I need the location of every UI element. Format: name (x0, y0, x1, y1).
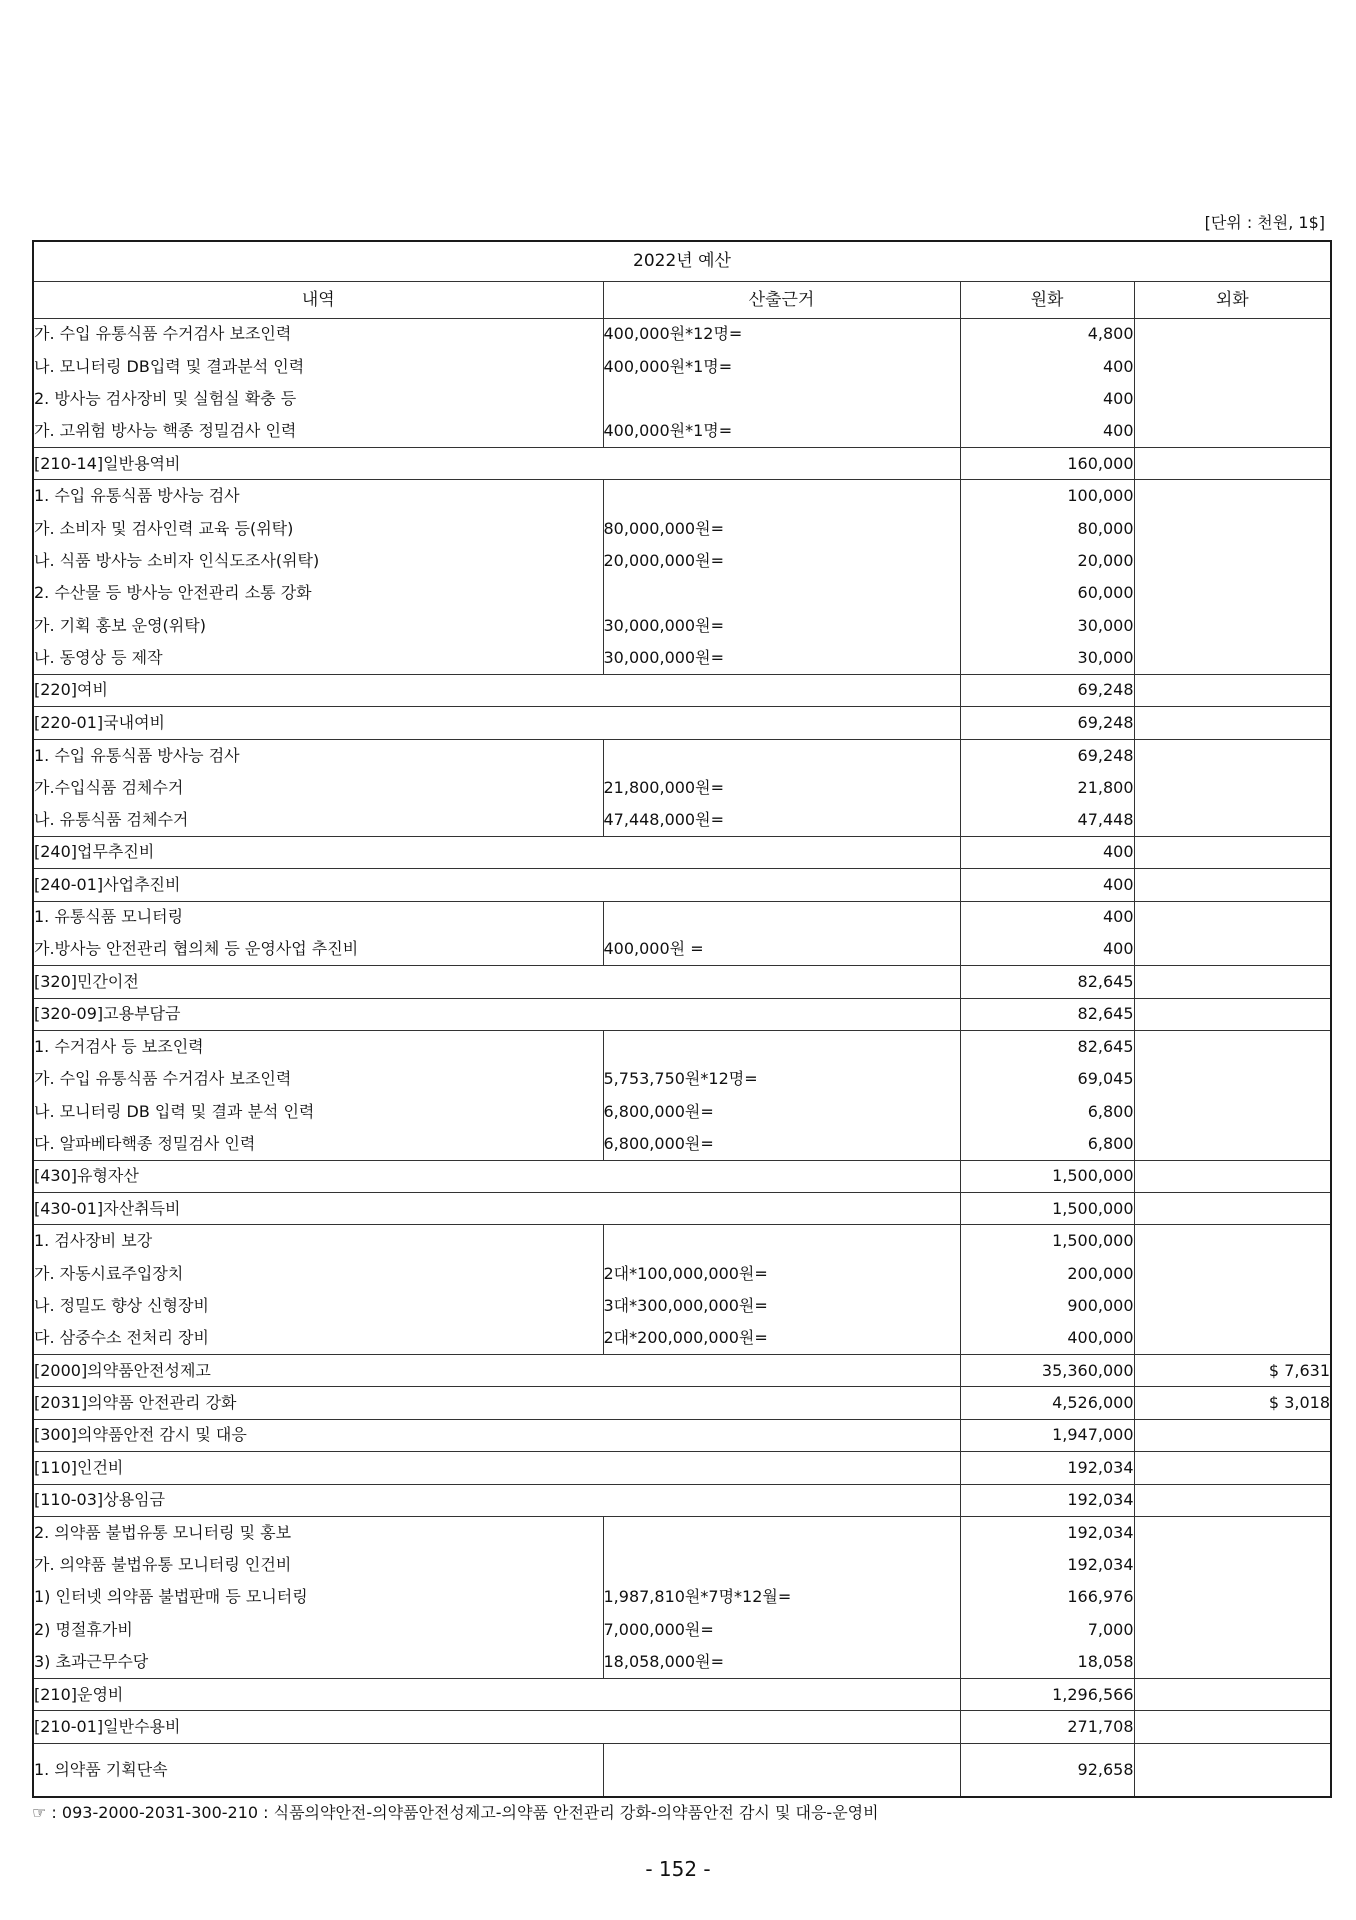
basis-cell: 30,000,000원= (603, 610, 960, 642)
category-item-cell: [210-01]일반수용비 (33, 1711, 960, 1743)
krw-amount-cell: 192,034 (960, 1516, 1134, 1548)
krw-amount-cell: 400 (960, 383, 1134, 415)
krw-amount-cell: 200,000 (960, 1257, 1134, 1289)
table-row (33, 1452, 1331, 1484)
krw-amount-cell: 166,976 (960, 1581, 1134, 1613)
usd-amount-cell (1134, 350, 1331, 382)
item-cell: 1) 인터넷 의약품 불법판매 등 모니터링 (33, 1581, 603, 1613)
usd-amount-cell (1134, 998, 1331, 1030)
footnote: ☞ : 093-2000-2031-300-210 : 식품의약안전-의약품안전성제고-의약품 안전관리 강화-의약품안전 감시 및 대응-운영비 (32, 1803, 879, 1822)
krw-amount-cell: 400 (960, 901, 1134, 933)
basis-cell: 21,800,000원= (603, 771, 960, 803)
usd-amount-cell (1134, 512, 1331, 544)
krw-amount-cell: 30,000 (960, 610, 1134, 642)
krw-amount-cell: 69,248 (960, 739, 1134, 771)
basis-cell: 2대*100,000,000원= (603, 1257, 960, 1289)
basis-cell: 20,000,000원= (603, 545, 960, 577)
table-row (33, 1290, 1331, 1322)
item-cell: 3) 초과근무수당 (33, 1646, 603, 1678)
item-cell: 다. 삼중수소 전처리 장비 (33, 1322, 603, 1354)
table-row (33, 1646, 1331, 1678)
table-row (33, 642, 1331, 674)
usd-amount-cell (1134, 1419, 1331, 1451)
item-cell: 1. 유통식품 모니터링 (33, 901, 603, 933)
column-header-usd: 외화 (1134, 281, 1331, 318)
basis-cell: 2대*200,000,000원= (603, 1322, 960, 1354)
krw-amount-cell: 1,500,000 (960, 1193, 1134, 1225)
usd-amount-cell (1134, 674, 1331, 706)
table-row (33, 1355, 1331, 1387)
category-item-cell: [2031]의약품 안전관리 강화 (33, 1387, 960, 1419)
basis-cell: 400,000원*12명= (603, 318, 960, 350)
basis-cell (603, 1516, 960, 1548)
basis-cell (603, 901, 960, 933)
table-row (33, 1322, 1331, 1354)
usd-amount-cell (1134, 1743, 1331, 1797)
item-cell: 나. 유통식품 검체수거 (33, 804, 603, 836)
category-item-cell: [110]인건비 (33, 1452, 960, 1484)
usd-amount-cell (1134, 1257, 1331, 1289)
usd-amount-cell (1134, 480, 1331, 512)
item-cell: 가. 고위험 방사능 핵종 정밀검사 인력 (33, 415, 603, 447)
item-cell: 1. 의약품 기획단속 (33, 1743, 603, 1797)
item-cell: 가. 수입 유통식품 수거검사 보조인력 (33, 318, 603, 350)
table-row (33, 1419, 1331, 1451)
basis-cell (603, 1225, 960, 1257)
category-item-cell: [430]유형자산 (33, 1160, 960, 1192)
usd-amount-cell (1134, 1290, 1331, 1322)
category-item-cell: [240-01]사업추진비 (33, 869, 960, 901)
krw-amount-cell: 192,034 (960, 1484, 1134, 1516)
krw-amount-cell: 271,708 (960, 1711, 1134, 1743)
item-cell: 가. 자동시료주입장치 (33, 1257, 603, 1289)
usd-amount-cell (1134, 1160, 1331, 1192)
krw-amount-cell: 400 (960, 350, 1134, 382)
table-row (33, 1484, 1331, 1516)
table-row (33, 1516, 1331, 1548)
usd-amount-cell (1134, 1516, 1331, 1548)
column-header-krw: 원화 (960, 281, 1134, 318)
table-row (33, 836, 1331, 868)
item-cell: 나. 식품 방사능 소비자 인식도조사(위탁) (33, 545, 603, 577)
krw-amount-cell: 400 (960, 933, 1134, 965)
krw-amount-cell: 192,034 (960, 1549, 1134, 1581)
item-cell: 2) 명절휴가비 (33, 1614, 603, 1646)
table-row (33, 1225, 1331, 1257)
usd-amount-cell (1134, 545, 1331, 577)
category-item-cell: [210]운영비 (33, 1678, 960, 1710)
item-cell: 1. 수입 유통식품 방사능 검사 (33, 480, 603, 512)
table-row (33, 480, 1331, 512)
basis-cell: 3대*300,000,000원= (603, 1290, 960, 1322)
table-row (33, 707, 1331, 739)
item-cell: 1. 수거검사 등 보조인력 (33, 1031, 603, 1063)
krw-amount-cell: 4,526,000 (960, 1387, 1134, 1419)
table-row (33, 1063, 1331, 1095)
budget-table (32, 240, 1332, 1798)
item-cell: 다. 알파베타핵종 정밀검사 인력 (33, 1128, 603, 1160)
table-row (33, 933, 1331, 965)
basis-cell: 47,448,000원= (603, 804, 960, 836)
item-cell: 가. 의약품 불법유통 모니터링 인건비 (33, 1549, 603, 1581)
table-row (33, 1711, 1331, 1743)
usd-amount-cell (1134, 836, 1331, 868)
usd-amount-cell (1134, 933, 1331, 965)
table-row (33, 383, 1331, 415)
year-header-cell: 2022년 예산 (33, 241, 1331, 281)
usd-amount-cell (1134, 1031, 1331, 1063)
usd-amount-cell (1134, 610, 1331, 642)
item-cell: 나. 모니터링 DB입력 및 결과분석 인력 (33, 350, 603, 382)
basis-cell: 18,058,000원= (603, 1646, 960, 1678)
table-row (33, 1160, 1331, 1192)
table-row (33, 318, 1331, 350)
usd-amount-cell (1134, 901, 1331, 933)
category-item-cell: [240]업무추진비 (33, 836, 960, 868)
krw-amount-cell: 6,800 (960, 1095, 1134, 1127)
item-cell: 가.방사능 안전관리 협의체 등 운영사업 추진비 (33, 933, 603, 965)
table-row (33, 674, 1331, 706)
basis-cell (603, 480, 960, 512)
krw-amount-cell: 35,360,000 (960, 1355, 1134, 1387)
category-item-cell: [210-14]일반용역비 (33, 448, 960, 480)
krw-amount-cell: 192,034 (960, 1452, 1134, 1484)
category-item-cell: [320-09]고용부담금 (33, 998, 960, 1030)
krw-amount-cell: 7,000 (960, 1614, 1134, 1646)
unit-label: [단위 : 천원, 1$] (1204, 213, 1325, 232)
item-cell: 1. 수입 유통식품 방사능 검사 (33, 739, 603, 771)
krw-amount-cell: 1,500,000 (960, 1160, 1134, 1192)
krw-amount-cell: 1,500,000 (960, 1225, 1134, 1257)
table-row (33, 739, 1331, 771)
krw-amount-cell: 900,000 (960, 1290, 1134, 1322)
category-item-cell: [220-01]국내여비 (33, 707, 960, 739)
usd-amount-cell: $ 3,018 (1134, 1387, 1331, 1419)
category-item-cell: [430-01]자산취득비 (33, 1193, 960, 1225)
krw-amount-cell: 400 (960, 836, 1134, 868)
basis-cell: 400,000원*1명= (603, 350, 960, 382)
item-cell: 나. 모니터링 DB 입력 및 결과 분석 인력 (33, 1095, 603, 1127)
krw-amount-cell: 20,000 (960, 545, 1134, 577)
usd-amount-cell (1134, 383, 1331, 415)
table-row (33, 350, 1331, 382)
item-cell: 2. 수산물 등 방사능 안전관리 소통 강화 (33, 577, 603, 609)
table-row (33, 804, 1331, 836)
header-row-columns (33, 281, 1331, 318)
basis-cell (603, 383, 960, 415)
table-row (33, 415, 1331, 447)
krw-amount-cell: 400 (960, 415, 1134, 447)
usd-amount-cell (1134, 771, 1331, 803)
item-cell: 가. 수입 유통식품 수거검사 보조인력 (33, 1063, 603, 1095)
column-header-basis: 산출근거 (603, 281, 960, 318)
item-cell: 2. 의약품 불법유통 모니터링 및 홍보 (33, 1516, 603, 1548)
table-row (33, 1614, 1331, 1646)
item-cell: 가.수입식품 검체수거 (33, 771, 603, 803)
table-row (33, 545, 1331, 577)
basis-cell: 1,987,810원*7명*12월= (603, 1581, 960, 1613)
basis-cell (603, 577, 960, 609)
krw-amount-cell: 69,248 (960, 707, 1134, 739)
krw-amount-cell: 1,296,566 (960, 1678, 1134, 1710)
usd-amount-cell (1134, 1225, 1331, 1257)
usd-amount-cell (1134, 1678, 1331, 1710)
basis-cell: 400,000원 = (603, 933, 960, 965)
usd-amount-cell (1134, 1614, 1331, 1646)
table-row (33, 1257, 1331, 1289)
krw-amount-cell: 60,000 (960, 577, 1134, 609)
table-row (33, 448, 1331, 480)
budget-table-body (33, 318, 1331, 1797)
usd-amount-cell (1134, 1581, 1331, 1613)
krw-amount-cell: 92,658 (960, 1743, 1134, 1797)
usd-amount-cell (1134, 1128, 1331, 1160)
table-row (33, 1743, 1331, 1797)
basis-cell (603, 1031, 960, 1063)
usd-amount-cell (1134, 1484, 1331, 1516)
krw-amount-cell: 4,800 (960, 318, 1134, 350)
basis-cell: 5,753,750원*12명= (603, 1063, 960, 1095)
usd-amount-cell (1134, 1095, 1331, 1127)
usd-amount-cell (1134, 642, 1331, 674)
usd-amount-cell (1134, 804, 1331, 836)
krw-amount-cell: 82,645 (960, 1031, 1134, 1063)
table-row (33, 1128, 1331, 1160)
krw-amount-cell: 160,000 (960, 448, 1134, 480)
krw-amount-cell: 400 (960, 869, 1134, 901)
krw-amount-cell: 100,000 (960, 480, 1134, 512)
krw-amount-cell: 18,058 (960, 1646, 1134, 1678)
krw-amount-cell: 6,800 (960, 1128, 1134, 1160)
usd-amount-cell (1134, 1549, 1331, 1581)
usd-amount-cell (1134, 318, 1331, 350)
category-item-cell: [110-03]상용임금 (33, 1484, 960, 1516)
category-item-cell: [300]의약품안전 감시 및 대응 (33, 1419, 960, 1451)
item-cell: 나. 정밀도 향상 신형장비 (33, 1290, 603, 1322)
basis-cell (603, 739, 960, 771)
basis-cell: 400,000원*1명= (603, 415, 960, 447)
usd-amount-cell (1134, 1711, 1331, 1743)
krw-amount-cell: 1,947,000 (960, 1419, 1134, 1451)
basis-cell (603, 1743, 960, 1797)
basis-cell: 30,000,000원= (603, 642, 960, 674)
usd-amount-cell (1134, 707, 1331, 739)
basis-cell: 7,000,000원= (603, 1614, 960, 1646)
basis-cell (603, 1549, 960, 1581)
item-cell: 나. 동영상 등 제작 (33, 642, 603, 674)
usd-amount-cell (1134, 448, 1331, 480)
table-row (33, 610, 1331, 642)
usd-amount-cell: $ 7,631 (1134, 1355, 1331, 1387)
usd-amount-cell (1134, 577, 1331, 609)
usd-amount-cell (1134, 966, 1331, 998)
table-header (33, 241, 1331, 318)
usd-amount-cell (1134, 739, 1331, 771)
header-row-year (33, 241, 1331, 281)
table-row (33, 577, 1331, 609)
krw-amount-cell: 400,000 (960, 1322, 1134, 1354)
usd-amount-cell (1134, 1193, 1331, 1225)
category-item-cell: [220]여비 (33, 674, 960, 706)
category-item-cell: [2000]의약품안전성제고 (33, 1355, 960, 1387)
krw-amount-cell: 82,645 (960, 966, 1134, 998)
krw-amount-cell: 30,000 (960, 642, 1134, 674)
item-cell: 가. 기획 홍보 운영(위탁) (33, 610, 603, 642)
table-row (33, 1031, 1331, 1063)
usd-amount-cell (1134, 869, 1331, 901)
basis-cell: 80,000,000원= (603, 512, 960, 544)
page-number: - 152 - (645, 1857, 711, 1881)
krw-amount-cell: 80,000 (960, 512, 1134, 544)
table-row (33, 869, 1331, 901)
table-row (33, 512, 1331, 544)
usd-amount-cell (1134, 1322, 1331, 1354)
table-row (33, 1095, 1331, 1127)
krw-amount-cell: 47,448 (960, 804, 1134, 836)
table-row (33, 771, 1331, 803)
table-row (33, 1193, 1331, 1225)
table-row (33, 966, 1331, 998)
table-row (33, 998, 1331, 1030)
table-row (33, 901, 1331, 933)
usd-amount-cell (1134, 1452, 1331, 1484)
column-header-item: 내역 (33, 281, 603, 318)
table-row (33, 1387, 1331, 1419)
item-cell: 1. 검사장비 보강 (33, 1225, 603, 1257)
table-row (33, 1678, 1331, 1710)
usd-amount-cell (1134, 1063, 1331, 1095)
basis-cell: 6,800,000원= (603, 1128, 960, 1160)
krw-amount-cell: 21,800 (960, 771, 1134, 803)
table-row (33, 1549, 1331, 1581)
table-row (33, 1581, 1331, 1613)
krw-amount-cell: 82,645 (960, 998, 1134, 1030)
item-cell: 2. 방사능 검사장비 및 실험실 확충 등 (33, 383, 603, 415)
category-item-cell: [320]민간이전 (33, 966, 960, 998)
item-cell: 가. 소비자 및 검사인력 교육 등(위탁) (33, 512, 603, 544)
basis-cell: 6,800,000원= (603, 1095, 960, 1127)
krw-amount-cell: 69,045 (960, 1063, 1134, 1095)
usd-amount-cell (1134, 1646, 1331, 1678)
krw-amount-cell: 69,248 (960, 674, 1134, 706)
usd-amount-cell (1134, 415, 1331, 447)
